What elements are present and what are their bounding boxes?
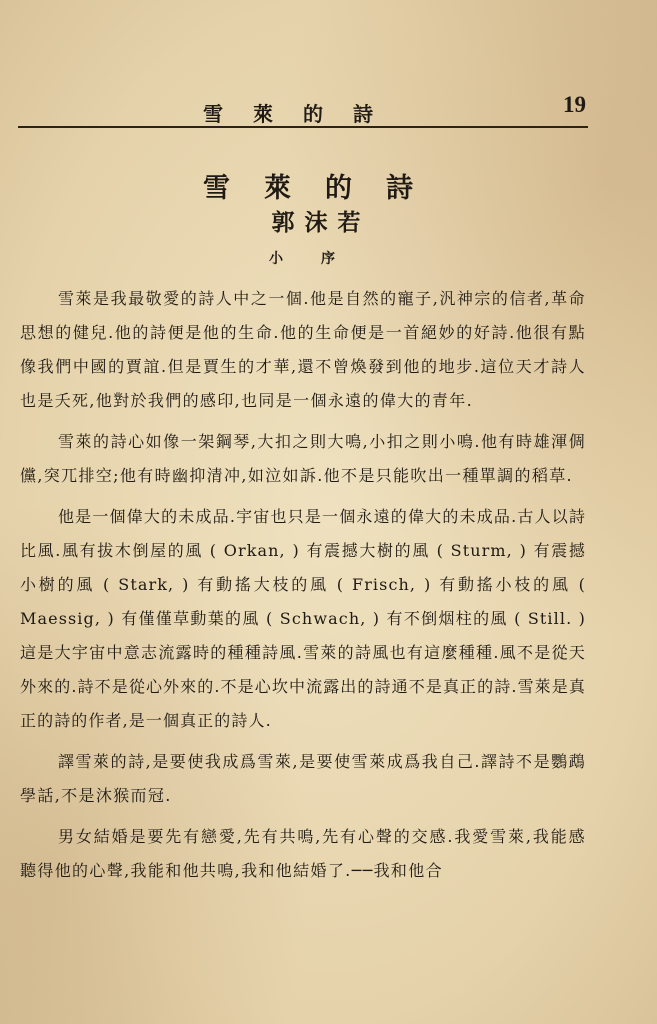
paragraph-1: 雪萊是我最敬愛的詩人中之一個.他是自然的寵子,汎神宗的信者,革命思想的健兒.他的詩便是他的生命.他的生命便是一首絕妙的好詩.他很有點像我們中國的賈誼.但是賈生的才華,還不曾煥發到他的地步.這位天才詩人也是夭死,他對於我們的感印,也同是一個永遠的偉大的青年. <box>20 289 586 410</box>
running-title: 雪萊的詩 <box>203 102 403 126</box>
article-title: 雪萊的詩 <box>203 173 447 205</box>
paragraph-2: 雪萊的詩心如像一架鋼琴,大扣之則大鳴,小扣之則小鳴.他有時雄渾倜儻,突兀排空;他有時幽抑清冲,如泣如訴.他不是只能吹出一種單調的稻草. <box>20 432 586 485</box>
author-name: 郭沫若 <box>271 209 371 236</box>
paragraph-3: 他是一個偉大的未成品.宇宙也只是一個永遠的偉大的未成品.古人以詩比風.風有拔木倒屋的風 ( Orkan, ) 有震撼大樹的風 ( Sturm, ) 有震撼小樹的風 ( Stark, ) 有動搖大枝的風 ( Frisch, ) 有動搖小枝的風 ( Maessig, ) 有僅僅草動葉的風 ( Schwach, ) 有不倒烟柱的風 ( Still. ) 這是大宇宙中意志流露時的種種詩風.雪萊的詩風也有這麼種種.風不是從天外來的.詩不是從心外來的.不是心坎中流露出的詩通不是真正的詩.雪萊是真正的詩的作者,是一個真正的詩人. <box>20 507 586 730</box>
paragraph-5: 男女結婚是要先有戀愛,先有共鳴,先有心聲的交感.我愛雪萊,我能感聽得他的心聲,我能和他共鳴,我和他結婚了.──我和他合 <box>20 827 586 880</box>
article-body <box>20 282 586 895</box>
page-number: 19 <box>563 92 586 117</box>
section-label: 小序 <box>269 251 373 267</box>
paragraph-4: 譯雪萊的詩,是要使我成爲雪萊,是要使雪萊成爲我自己.譯詩不是鸚鵡學話,不是沐猴而冠. <box>20 752 586 805</box>
running-header <box>18 92 588 128</box>
